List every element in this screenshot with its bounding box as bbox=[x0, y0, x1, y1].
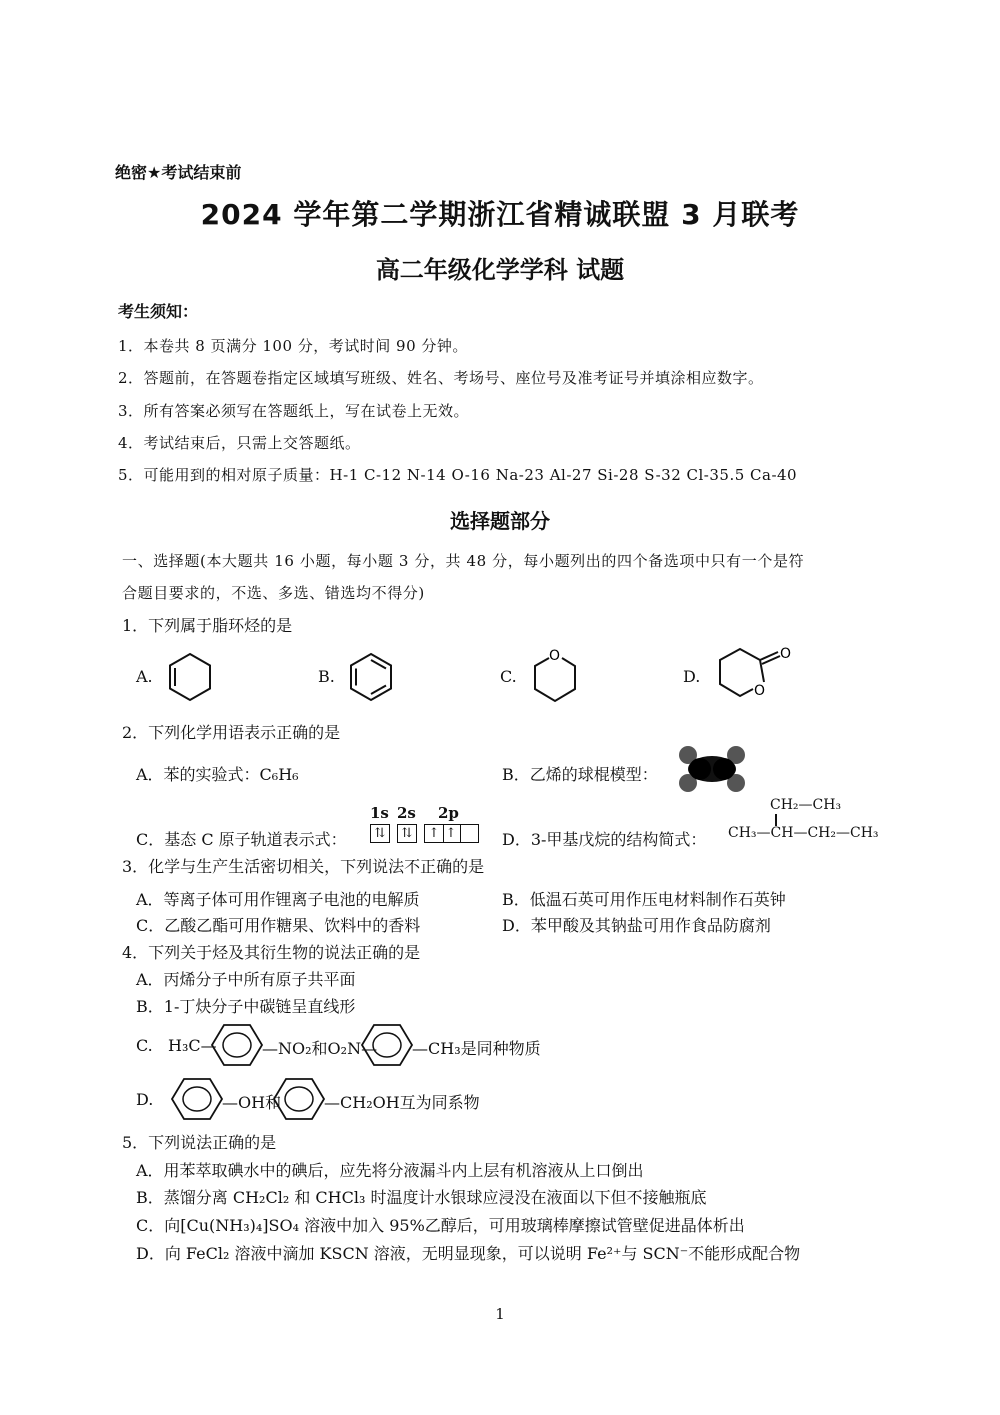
question-3-stem: 3．化学与生产生活密切相关，下列说法不正确的是 bbox=[122, 857, 485, 876]
orbital-label-1s: 1s bbox=[370, 804, 389, 822]
question-2-stem: 2．下列化学用语表示正确的是 bbox=[122, 723, 341, 742]
q2-d-branch: CH₂—CH₃ bbox=[770, 797, 842, 813]
page-number: 1 bbox=[495, 1305, 505, 1323]
benzene-structure bbox=[346, 652, 396, 702]
notice-item: 1．本卷共 8 页满分 100 分，考试时间 90 分钟。 bbox=[118, 337, 468, 355]
q5-option-c: C．向[Cu(NH₃)₄]SO₄ 溶液中加入 95%乙醇后，可用玻璃棒摩擦试管壁促进晶体析出 bbox=[136, 1216, 745, 1235]
q2-option-d: D．3-甲基戊烷的结构简式： bbox=[502, 830, 707, 849]
question-4-stem: 4．下列关于烃及其衍生物的说法正确的是 bbox=[122, 943, 421, 962]
tetrahydropyran-structure bbox=[530, 646, 580, 704]
cyclohexene-structure bbox=[165, 652, 215, 702]
orbital-label-2s: 2s bbox=[397, 804, 416, 822]
instructions-line: 一、选择题(本大题共 16 小题，每小题 3 分，共 48 分，每小题列出的四个备选项中只有一个是符 bbox=[122, 552, 805, 570]
orbital-box bbox=[460, 824, 479, 843]
exam-title: 2024 学年第二学期浙江省精诚联盟 3 月联考 bbox=[200, 198, 800, 231]
ethylene-ball-stick-model bbox=[676, 745, 748, 793]
q5-option-d: D．向 FeCl₂ 溶液中滴加 KSCN 溶液，无明显现象，可以说明 Fe²⁺与 SCN⁻不能形成配合物 bbox=[136, 1244, 801, 1263]
q3-option-c: C．乙酸乙酯可用作糖果、饮料中的香料 bbox=[136, 916, 421, 935]
notice-item: 2．答题前，在答题卷指定区域填写班级、姓名、考场号、座位号及准考证号并填涂相应数字。 bbox=[118, 369, 764, 387]
q4-option-c-label: C. bbox=[136, 1036, 153, 1055]
secret-label: 绝密★考试结束前 bbox=[115, 163, 242, 182]
orbital-box: ⇅ bbox=[397, 824, 417, 843]
q4-d-middle: —OH和 bbox=[222, 1093, 282, 1112]
q1-option-label: D. bbox=[683, 667, 701, 686]
q4-c-left-group: H₃C— bbox=[168, 1036, 217, 1055]
orbital-box: ↑ bbox=[442, 824, 461, 843]
q4-c-right: —CH₃是同种物质 bbox=[412, 1039, 541, 1058]
section-title: 选择题部分 bbox=[450, 509, 550, 533]
orbital-label-2p: 2p bbox=[438, 804, 459, 822]
q4-c-middle: —NO₂和O₂N— bbox=[262, 1039, 378, 1058]
q2-option-b: B．乙烯的球棍模型： bbox=[502, 765, 658, 784]
instructions-line: 合题目要求的，不选、多选、错选均不得分) bbox=[122, 584, 425, 602]
q4-option-a: A．丙烯分子中所有原子共平面 bbox=[136, 970, 356, 989]
exam-subtitle: 高二年级化学学科 试题 bbox=[375, 256, 625, 284]
notice-item: 4．考试结束后，只需上交答题纸。 bbox=[118, 434, 361, 452]
lactone-structure bbox=[712, 644, 797, 706]
benzene-ring-icon bbox=[172, 1076, 222, 1122]
q2-d-main-chain: CH₃—CH—CH₂—CH₃ bbox=[728, 825, 879, 841]
benzene-ring-icon bbox=[362, 1022, 412, 1068]
q2-option-c: C．基态 C 原子轨道表示式： bbox=[136, 830, 347, 849]
q4-option-d-label: D. bbox=[136, 1090, 154, 1109]
q3-option-a: A．等离子体可用作锂离子电池的电解质 bbox=[136, 890, 420, 909]
q1-option-label: B. bbox=[318, 667, 335, 686]
oxygen-atom-label: O bbox=[780, 646, 792, 662]
notice-item: 3．所有答案必须写在答题纸上，写在试卷上无效。 bbox=[118, 402, 470, 420]
q5-option-b: B．蒸馏分离 CH₂Cl₂ 和 CHCl₃ 时温度计水银球应浸没在液面以下但不接触瓶底 bbox=[136, 1188, 707, 1207]
notice-item: 5．可能用到的相对原子质量：H-1 C-12 N-14 O-16 Na-23 Al-27 Si-28 S-32 Cl-35.5 Ca-40 bbox=[118, 466, 798, 484]
notice-heading: 考生须知： bbox=[118, 302, 199, 321]
orbital-box: ↑ bbox=[424, 824, 444, 843]
orbital-box: ⇅ bbox=[370, 824, 390, 843]
q1-option-label: C. bbox=[500, 667, 517, 686]
q1-option-label: A. bbox=[136, 667, 153, 686]
oxygen-atom-label: O bbox=[754, 683, 766, 699]
q5-option-a: A．用苯萃取碘水中的碘后，应先将分液漏斗内上层有机溶液从上口倒出 bbox=[136, 1161, 644, 1180]
q4-d-right: —CH₂OH互为同系物 bbox=[324, 1093, 480, 1112]
benzene-ring-icon bbox=[212, 1022, 262, 1068]
q3-option-d: D．苯甲酸及其钠盐可用作食品防腐剂 bbox=[502, 916, 771, 935]
oxygen-atom-label: O bbox=[549, 648, 561, 664]
q2-option-a: A．苯的实验式：C₆H₆ bbox=[136, 765, 299, 784]
q3-option-b: B．低温石英可用作压电材料制作石英钟 bbox=[502, 890, 786, 909]
q4-option-b: B．1-丁炔分子中碳链呈直线形 bbox=[136, 997, 356, 1016]
question-5-stem: 5．下列说法正确的是 bbox=[122, 1133, 277, 1152]
benzene-ring-icon bbox=[274, 1076, 324, 1122]
question-1-stem: 1．下列属于脂环烃的是 bbox=[122, 616, 293, 635]
